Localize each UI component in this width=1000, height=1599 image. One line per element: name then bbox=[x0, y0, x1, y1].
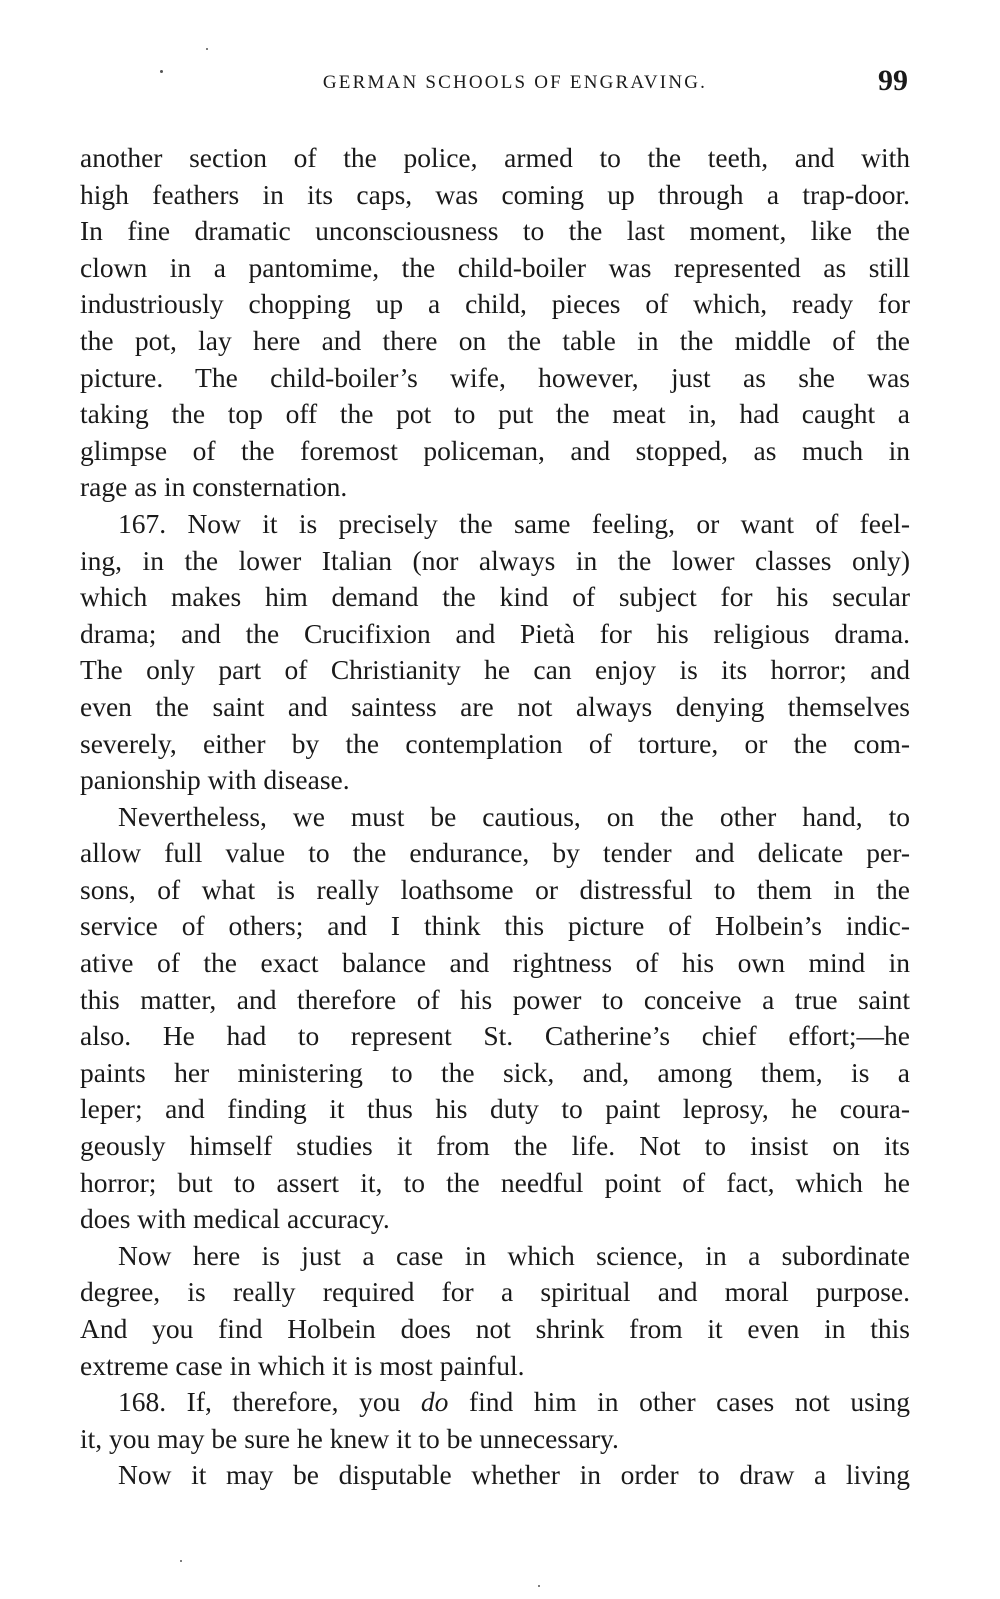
text-line: industriously chopping up a child, pieces of which, ready for bbox=[80, 288, 910, 320]
ink-speck bbox=[206, 48, 208, 50]
text-line: panionship with disease. bbox=[80, 764, 350, 796]
text-line: horror; but to assert it, to the needful point of fact, which he bbox=[80, 1166, 910, 1198]
text-run: 168. If, therefore, you bbox=[118, 1386, 401, 1418]
ink-speck bbox=[538, 1585, 540, 1587]
text-line: the pot, lay here and there on the table in the middle of the bbox=[80, 324, 910, 356]
text-line: drama; and the Crucifixion and Pietà for his religious drama. bbox=[80, 617, 910, 649]
text-line: ative of the exact balance and rightness of his own mind in bbox=[80, 947, 910, 979]
text-line: glimpse of the foremost policeman, and stopped, as much in bbox=[80, 434, 910, 466]
text-line: which makes him demand the kind of subject for his secular bbox=[80, 581, 910, 613]
text-line: clown in a pantomime, the child-boiler was represented as still bbox=[80, 251, 910, 283]
text-line: Now here is just a case in which science, in a subordinate bbox=[118, 1239, 910, 1271]
text-line: extreme case in which it is most painful. bbox=[80, 1349, 525, 1381]
running-head bbox=[80, 64, 910, 100]
text-line: service of others; and I think this picture of Holbein’s indic- bbox=[80, 910, 910, 942]
text-line: sons, of what is really loathsome or distressful to them in the bbox=[80, 873, 910, 905]
text-line bbox=[80, 1384, 910, 1421]
text-line: In fine dramatic unconsciousness to the last moment, like the bbox=[80, 215, 910, 247]
text-line: even the saint and saintess are not always denying themselves bbox=[80, 690, 910, 722]
text-line: taking the top off the pot to put the meat in, had caught a bbox=[80, 398, 910, 430]
text-line: Nevertheless, we must be cautious, on the other hand, to bbox=[118, 800, 910, 832]
text-line: degree, is really required for a spiritual and moral purpose. bbox=[80, 1276, 910, 1308]
text-run: find him in other cases not using bbox=[468, 1386, 911, 1418]
text-line: paints her ministering to the sick, and, among them, is a bbox=[80, 1056, 910, 1088]
emphasis: do bbox=[420, 1386, 449, 1418]
text-line: geously himself studies it from the life. Not to insist on its bbox=[80, 1130, 910, 1162]
text-line: rage as in consternation. bbox=[80, 471, 348, 503]
running-title: GERMAN SCHOOLS OF ENGRAVING. bbox=[322, 72, 708, 93]
ink-speck bbox=[180, 1560, 182, 1562]
text-line: allow full value to the endurance, by tender and delicate per- bbox=[80, 837, 910, 869]
text-line: 167. Now it is precisely the same feeling, or want of feel- bbox=[118, 507, 910, 539]
text-line: ing, in the lower Italian (nor always in the lower classes only) bbox=[80, 544, 910, 576]
body-text bbox=[80, 140, 910, 1494]
text-line: high feathers in its caps, was coming up through a trap-door. bbox=[80, 178, 910, 210]
text-line: Now it may be disputable whether in order to draw a living bbox=[118, 1459, 910, 1491]
text-line: And you find Holbein does not shrink from it even in this bbox=[80, 1313, 910, 1344]
text-line: another section of the police, armed to the teeth, and with bbox=[80, 142, 910, 173]
text-line: The only part of Christianity he can enjoy is its horror; and bbox=[80, 654, 910, 686]
text-line: severely, either by the contemplation of torture, or the com- bbox=[80, 727, 910, 759]
page-number: 99 bbox=[878, 64, 908, 97]
text-line: this matter, and therefore of his power to conceive a true saint bbox=[80, 983, 910, 1015]
text-line: picture. The child-boiler’s wife, however, just as she was bbox=[80, 361, 910, 393]
text-line: also. He had to represent St. Catherine’s chief effort;—he bbox=[80, 1020, 910, 1052]
text-line: it, you may be sure he knew it to be unnecessary. bbox=[80, 1422, 619, 1454]
text-line: leper; and finding it thus his duty to paint leprosy, he coura- bbox=[80, 1093, 910, 1125]
text-line: does with medical accuracy. bbox=[80, 1203, 390, 1235]
